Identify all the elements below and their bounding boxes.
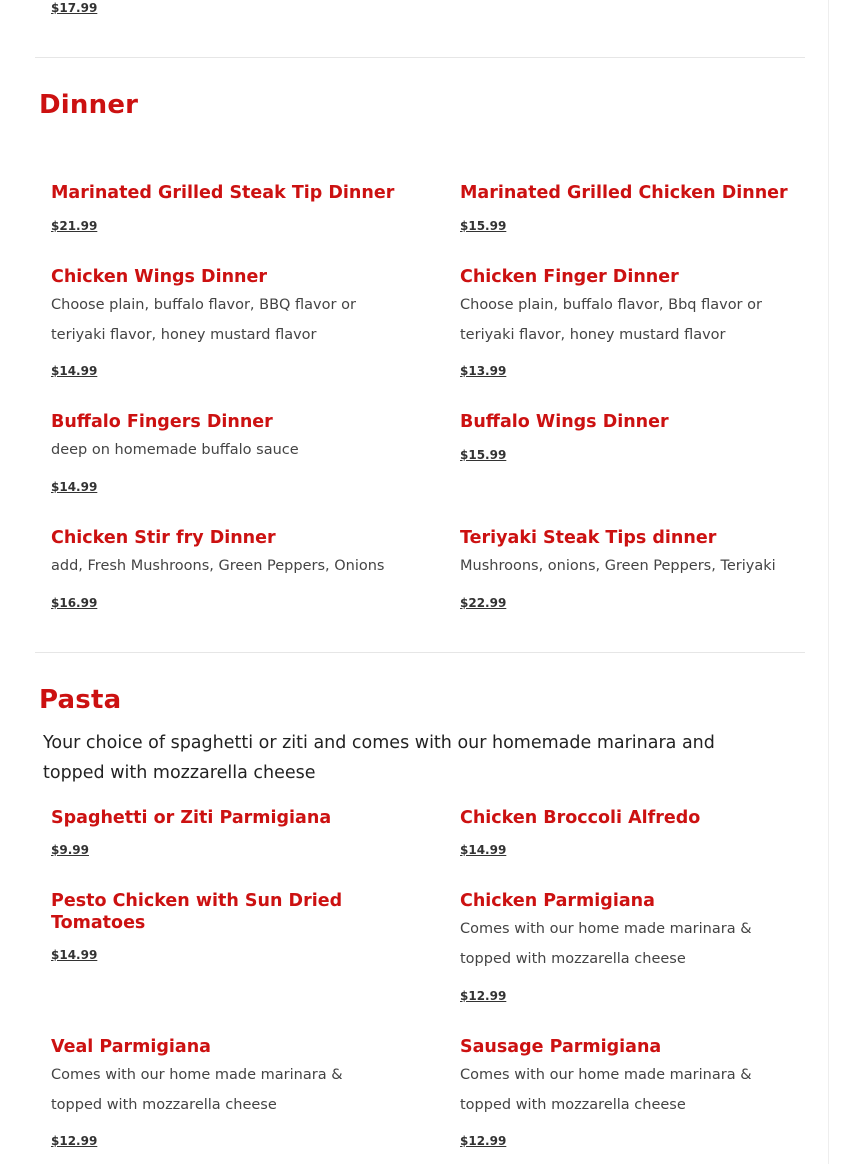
item-description: Choose plain, buffalo flavor, BBQ flavor or teriyaki flavor, honey mustard flavor (51, 297, 356, 343)
item-description: Choose plain, buffalo flavor, Bbq flavor or teriyaki flavor, honey mustard flavor (460, 297, 762, 343)
item-name[interactable]: Chicken Wings Dinner (51, 267, 267, 287)
item-price: $13.99 (460, 364, 507, 378)
section-description: Your choice of spaghetti or ziti and comes with our homemade marinara and topped with mozzarella cheese (43, 733, 715, 783)
menu-item[interactable] (460, 266, 780, 386)
item-price: $12.99 (51, 1134, 98, 1148)
item-price: $12.99 (460, 1134, 507, 1148)
menu-item[interactable] (460, 527, 800, 617)
item-description: Comes with our home made marinara & topped with mozzarella cheese (460, 1067, 752, 1113)
menu-item[interactable] (51, 890, 371, 970)
item-price: $14.99 (51, 364, 98, 378)
item-description: Comes with our home made marinara & topped with mozzarella cheese (51, 1067, 343, 1113)
item-name[interactable]: Chicken Broccoli Alfredo (460, 808, 701, 828)
item-price: $14.99 (460, 843, 507, 857)
item-name[interactable]: Chicken Finger Dinner (460, 267, 679, 287)
menu-item[interactable] (460, 411, 820, 471)
section-title-dinner: Dinner (39, 90, 139, 120)
item-price: $17.99 (51, 1, 98, 15)
item-price: $14.99 (51, 480, 98, 494)
item-price: $21.99 (51, 219, 98, 233)
item-description: deep on homemade buffalo sauce (51, 442, 299, 458)
item-name[interactable]: Chicken Parmigiana (460, 891, 655, 911)
item-name[interactable]: Teriyaki Steak Tips dinner (460, 528, 717, 548)
item-name[interactable]: Spaghetti or Ziti Parmigiana (51, 808, 332, 828)
item-price: $16.99 (51, 596, 98, 610)
item-name[interactable]: Buffalo Wings Dinner (460, 412, 669, 432)
item-price: $9.99 (51, 843, 89, 857)
menu-item[interactable] (460, 1036, 780, 1156)
item-name[interactable]: Buffalo Fingers Dinner (51, 412, 273, 432)
item-price: $14.99 (51, 948, 98, 962)
item-price: $15.99 (460, 219, 507, 233)
item-price: $22.99 (460, 596, 507, 610)
menu-item[interactable] (51, 807, 411, 867)
menu-item[interactable] (51, 411, 411, 501)
section-title-pasta: Pasta (39, 685, 122, 715)
section-divider (35, 57, 805, 58)
item-name[interactable]: Marinated Grilled Steak Tip Dinner (51, 183, 395, 203)
item-name[interactable]: Veal Parmigiana (51, 1037, 211, 1057)
menu-item[interactable] (51, 182, 411, 242)
menu-item[interactable] (51, 527, 421, 617)
menu-item[interactable] (51, 266, 371, 386)
item-name[interactable]: Marinated Grilled Chicken Dinner (460, 183, 788, 203)
menu-item[interactable] (460, 890, 780, 1010)
item-name[interactable]: Pesto Chicken with Sun Dried Tomatoes (51, 891, 343, 933)
item-description: Comes with our home made marinara & topped with mozzarella cheese (460, 921, 752, 967)
menu-item[interactable] (460, 807, 820, 867)
menu-item[interactable] (51, 1036, 371, 1156)
item-description: Mushroons, onions, Green Peppers, Teriyaki (460, 558, 776, 574)
section-divider (35, 652, 805, 653)
item-name[interactable]: Chicken Stir fry Dinner (51, 528, 276, 548)
item-price: $15.99 (460, 448, 507, 462)
item-description: add, Fresh Mushroons, Green Peppers, Onions (51, 558, 385, 574)
item-price: $12.99 (460, 989, 507, 1003)
item-name[interactable]: Sausage Parmigiana (460, 1037, 662, 1057)
menu-item[interactable] (460, 182, 820, 242)
